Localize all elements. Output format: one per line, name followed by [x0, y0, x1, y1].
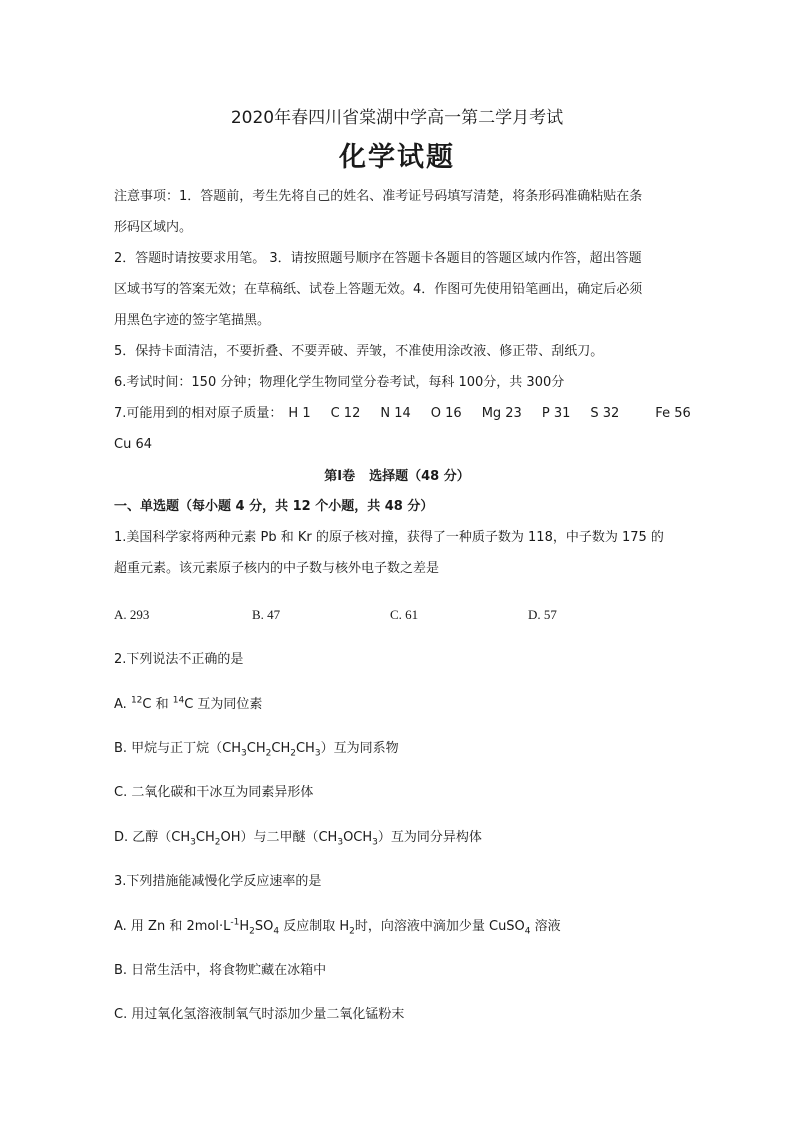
q3-option-a [114, 918, 561, 936]
q2-stem: 2.下列说法不正确的是 [114, 652, 244, 667]
subscript: 3 [190, 837, 196, 848]
subscript: 4 [273, 926, 280, 937]
part-label: 第Ⅰ卷 [324, 469, 356, 484]
subscript: 2 [249, 926, 255, 937]
q2-option-a [114, 696, 262, 714]
notes-line-6: 5．保持卡面清洁，不要折叠、不要弄破、弄皱，不准使用涂改液、修正带、刮纸刀。 [114, 344, 604, 359]
subscript: 3 [241, 748, 247, 759]
mass-o: O 16 [430, 406, 462, 421]
mass-n: N 14 [380, 406, 411, 421]
subscript: 2 [349, 926, 355, 937]
q3-a-text: 溶液 [530, 919, 561, 934]
q1-option-b: B. 47 [252, 607, 281, 622]
mass-cu: Cu 64 [114, 437, 152, 452]
q1-stem-line-2: 超重元素。该元素原子核内的中子数与核外电子数之差是 [114, 561, 440, 576]
notes-line-3: 2．答题时请按要求用笔。 3．请按照题号顺序在答题卡各题目的答题区域内作答，超出答题 [114, 251, 642, 266]
q1-option-a: A. 293 [114, 607, 150, 622]
q2-b-text: CH [271, 741, 291, 756]
mass-h: H 1 [288, 406, 311, 421]
subscript: 3 [314, 748, 321, 759]
notes-line-1: 注意事项：1．答题前，考生先将自己的姓名、准考证号码填写清楚，将条形码准确粘贴在条 [114, 189, 643, 204]
subscript: 2 [290, 748, 296, 759]
q2-option-b [114, 740, 399, 758]
q2-d-text: OH）与二甲醚（CH [220, 830, 338, 845]
q3-a-text: H [239, 919, 250, 934]
q2-a-prefix: A. [114, 697, 131, 712]
section-heading [0, 468, 794, 486]
question-type-heading: 一、单选题（每小题 4 分，共 12 个小题，共 48 分） [114, 499, 434, 514]
q2-d-text: ）互为同分异构体 [377, 830, 482, 845]
subscript: 2 [214, 837, 221, 848]
subject-title: 化学试题 [339, 142, 455, 173]
mass-p: P 31 [541, 406, 571, 421]
q1-stem-line-1: 1.美国科学家将两种元素 Pb 和 Kr 的原子核对撞，获得了一种质子数为 118，中子数为 175 的 [114, 530, 664, 545]
q3-stem: 3.下列措施能减慢化学反应速率的是 [114, 874, 322, 889]
q2-d-text: CH [195, 830, 215, 845]
subscript: 3 [337, 837, 344, 848]
q2-b-text: B. 甲烷与正丁烷（CH [114, 741, 242, 756]
q3-a-text: 反应制取 H [279, 919, 350, 934]
q2-option-c: C. 二氧化碳和干冰互为同素异形体 [114, 785, 314, 800]
q2-d-text: OCH [343, 830, 373, 845]
subscript: 4 [524, 926, 531, 937]
q2-b-text: CH [246, 741, 266, 756]
q2-option-d [114, 829, 482, 847]
mass-mg: Mg 23 [481, 406, 522, 421]
atomic-mass-line [114, 405, 691, 423]
q2-a-text-1: C 和 [142, 697, 173, 712]
mass-c: C 12 [330, 406, 361, 421]
subscript: 3 [372, 837, 378, 848]
q1-option-c: C. 61 [390, 607, 419, 622]
notes-line-2: 形码区域内。 [114, 220, 193, 235]
exam-title: 2020年春四川省棠湖中学高一第二学月考试 [230, 108, 564, 128]
part-title: 选择题（48 分） [369, 469, 470, 484]
q2-a-mass-14: 14 [172, 695, 185, 706]
q1-options [114, 606, 714, 624]
notes-line-7: 6.考试时间：150 分钟；物理化学生物同堂分卷考试，每科 100分，共 300分 [114, 375, 565, 390]
superscript: -1 [230, 917, 240, 928]
q2-d-text: D. 乙醇（CH [114, 830, 191, 845]
notes-line-4: 区域书写的答案无效；在草稿纸、试卷上答题无效。4．作图可先使用铅笔画出，确定后必须 [114, 282, 643, 297]
notes-line-5: 用黑色字迹的签字笔描黑。 [114, 313, 271, 328]
q3-option-b: B. 日常生活中，将食物贮藏在冰箱中 [114, 963, 327, 978]
q2-b-text: CH [295, 741, 315, 756]
q3-a-text: SO [254, 919, 274, 934]
atomic-mass-label: 7.可能用到的相对原子质量： [114, 406, 283, 421]
q3-option-c: C. 用过氧化氢溶液制氧气时添加少量二氧化锰粉末 [114, 1007, 405, 1022]
q3-a-text: A. 用 Zn 和 2mol·L [114, 919, 231, 934]
q2-a-mass-12: 12 [130, 695, 143, 706]
q1-option-d: D. 57 [528, 607, 557, 622]
q2-a-text-2: C 互为同位素 [184, 697, 263, 712]
subscript: 2 [265, 748, 272, 759]
q2-b-text: ）互为同系物 [320, 741, 399, 756]
mass-s: S 32 [590, 406, 620, 421]
q3-a-text: 时，向溶液中滴加少量 CuSO [354, 919, 525, 934]
mass-fe: Fe 56 [655, 406, 691, 421]
